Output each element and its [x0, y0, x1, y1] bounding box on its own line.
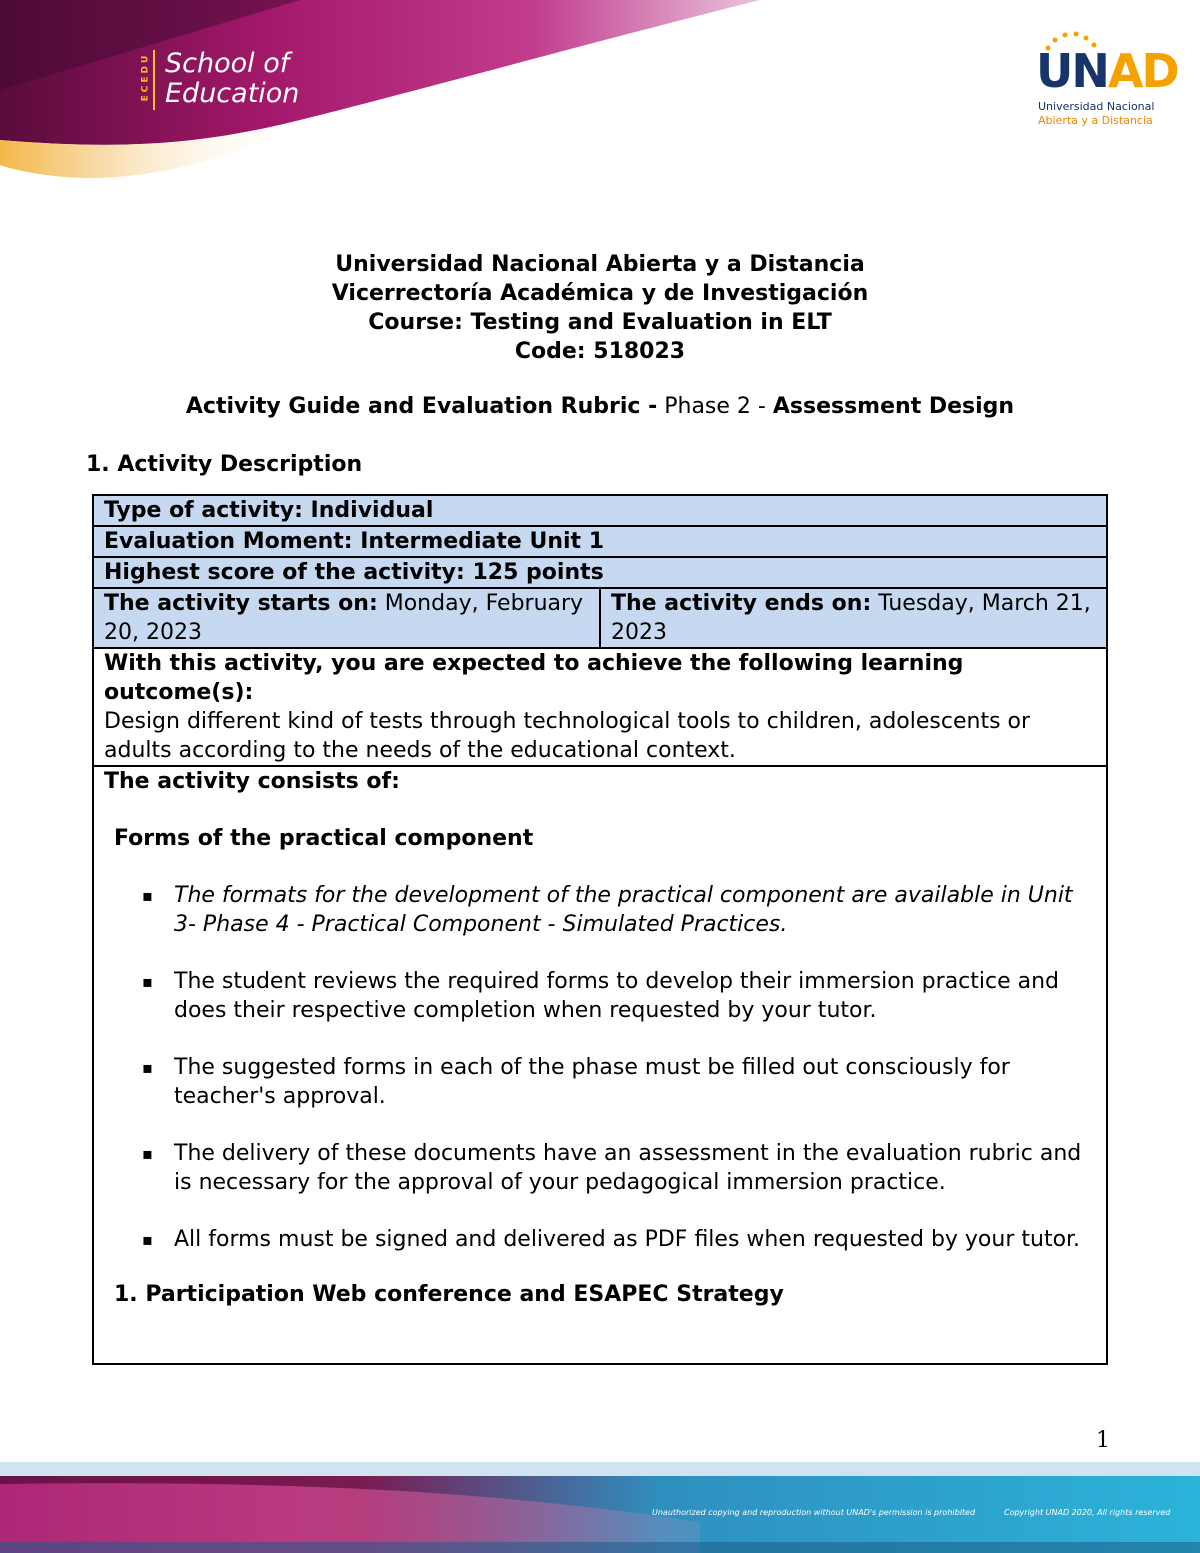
course-title: Course: Testing and Evaluation in ELT — [368, 310, 832, 335]
start-date-cell — [93, 588, 600, 648]
university-title: Universidad Nacional Abierta y a Distancia — [335, 252, 865, 277]
highest-score: Highest score of the activity: 125 points — [93, 557, 1107, 588]
school-logo-line2: Education — [165, 78, 300, 109]
participation-title: 1. Participation Web conference and ESAPEC Strategy — [114, 1282, 784, 1307]
activity-type: Type of activity: Individual — [93, 495, 1107, 526]
consists-label: The activity consists of: — [104, 769, 400, 794]
section-title: 1. Activity Description — [86, 452, 363, 477]
unad-logo — [1030, 30, 1178, 130]
list-item: ▪ The delivery of these documents have an assessment in the evaluation rubric and is necessary for the approval of your pedagogical immersion practice. — [174, 1139, 1096, 1197]
unad-tagline-1: Universidad Nacional — [1038, 100, 1155, 113]
forms-bullet-list — [104, 881, 1096, 1254]
logo-divider — [153, 50, 155, 110]
end-label: The activity ends on: — [611, 591, 872, 616]
forms-title: Forms of the practical component — [114, 826, 534, 851]
end-value: Tuesday, March 21, 2023 — [611, 591, 1091, 645]
unad-wordmark: UNAD — [1036, 44, 1178, 98]
document-titles — [0, 250, 1200, 366]
footer-copyright: Copyright UNAD 2020, All rights reserved — [1004, 1508, 1171, 1517]
guide-title: Activity Guide and Evaluation Rubric - Phase 2 - Assessment Design — [185, 394, 1015, 419]
school-logo-line1: School of — [165, 48, 290, 79]
vice-rectory-title: Vicerrectoría Académica y de Investigación — [331, 281, 869, 306]
unad-tagline-2: Abierta y a Distancia — [1038, 114, 1153, 127]
footer-disclaimer: Unauthorized copying and reproduction without UNAD's permission is prohibited — [652, 1508, 976, 1517]
outcome-label: With this activity, you are expected to achieve the following learning outcome(s): — [104, 651, 964, 705]
list-item: ▪ All forms must be signed and delivered as PDF files when requested by your tutor. — [174, 1225, 1096, 1254]
course-code: Code: 518023 — [514, 339, 686, 364]
start-value: Monday, February 20, 2023 — [104, 591, 584, 645]
list-item: ▪ The student reviews the required forms to develop their immersion practice and does their respective completion when requested by your tutor. — [174, 967, 1096, 1025]
evaluation-moment: Evaluation Moment: Intermediate Unit 1 — [93, 526, 1107, 557]
activity-table — [92, 494, 1108, 1365]
list-item: ▪ The suggested forms in each of the phase must be filled out consciously for teacher's approval. — [174, 1053, 1096, 1111]
start-label: The activity starts on: — [104, 591, 378, 616]
ecedu-logo-text: ECEDU — [140, 52, 151, 102]
page-number: 1 — [1096, 1428, 1110, 1453]
outcome-text: Design different kind of tests through technological tools to children, adolescents or adults according to the needs of the educational context. — [104, 709, 1031, 763]
learning-outcome-cell — [93, 648, 1107, 766]
activity-consists-cell — [93, 766, 1107, 1364]
end-date-cell — [600, 588, 1107, 648]
list-item: ▪ The formats for the development of the practical component are available in Unit 3- Phase 4 - Practical Component - Simulated Practices. — [174, 881, 1096, 939]
